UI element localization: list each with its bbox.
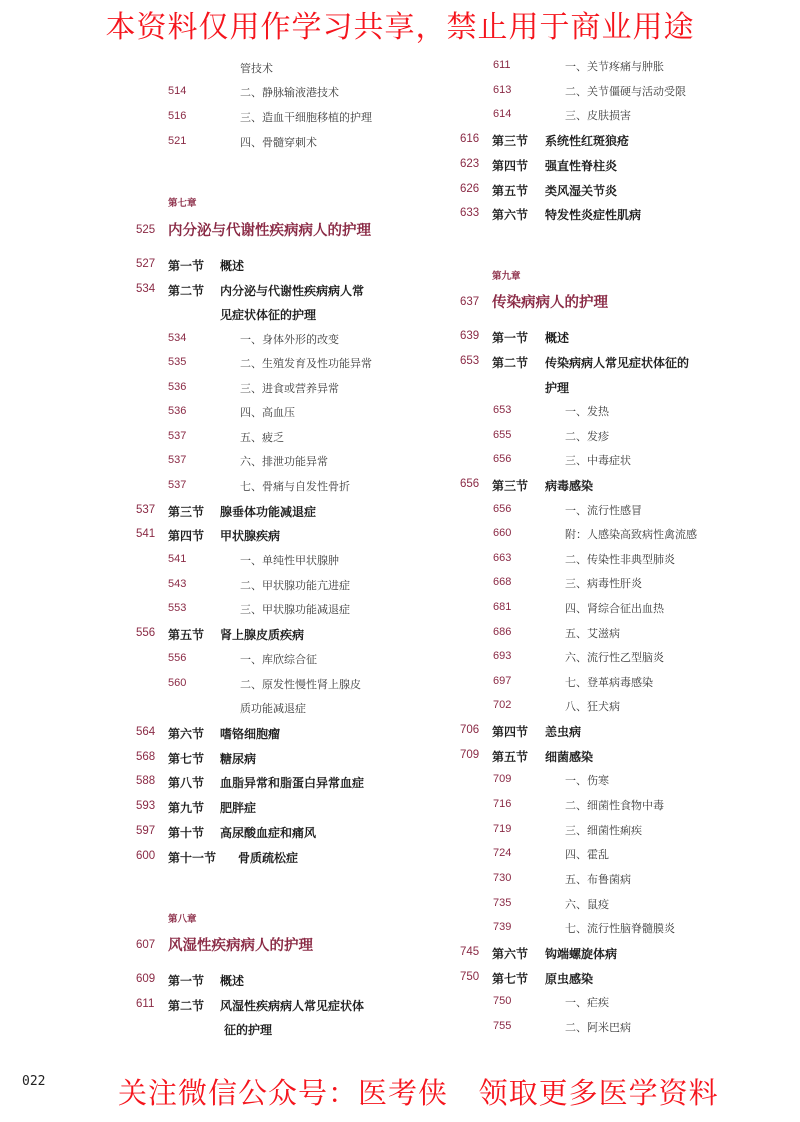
chapter-label: 第八章: [168, 914, 197, 925]
subsection-title: 一、身体外形的改变: [240, 333, 339, 346]
subsection-title: 二、原发性慢性肾上腺皮: [240, 678, 361, 691]
subsection-title: 三、进食或营养异常: [240, 382, 339, 395]
page-number-ref: 614: [493, 108, 512, 120]
page-number-ref: 541: [136, 528, 156, 540]
chapter-title: 内分泌与代谢性疾病病人的护理: [168, 223, 371, 239]
page-number-ref: 750: [460, 971, 480, 983]
section-title: 传染病病人常见症状体征的: [545, 356, 690, 370]
page-number-ref: 656: [460, 478, 480, 490]
page-number-ref: 626: [460, 183, 480, 195]
page-number-ref: 724: [493, 847, 512, 859]
watermark-banner-top: 本资料仅用作学习共享，禁止用于商业用途: [105, 10, 695, 45]
subsection-title: 三、细菌性痢疾: [565, 824, 642, 837]
subsection-title: 二、发疹: [565, 430, 609, 443]
section-number: 第十一节: [168, 851, 217, 865]
page-number-ref: 637: [460, 296, 480, 308]
section-number: 第六节: [492, 208, 529, 222]
section-number: 第四节: [492, 159, 529, 173]
section-number: 第四节: [168, 529, 205, 543]
page-number-ref: 564: [136, 726, 156, 738]
page-number-ref: 588: [136, 775, 156, 787]
page-number-ref: 653: [460, 355, 480, 367]
watermark-banner-bottom: 关注微信公众号：医考侠 领取更多医学资料: [118, 1076, 719, 1110]
continued-text: 征的护理: [224, 1023, 273, 1037]
page-number-ref: 536: [168, 405, 187, 417]
section-title: 肾上腺皮质疾病: [220, 628, 305, 642]
page-number-ref: 607: [136, 939, 156, 951]
subsection-title: 附：人感染高致病性禽流感: [565, 528, 697, 541]
page-number: 022: [22, 1074, 46, 1089]
subsection-title: 七、骨痛与自发性骨折: [240, 480, 350, 493]
section-number: 第一节: [492, 331, 529, 345]
section-title: 腺垂体功能减退症: [220, 505, 317, 519]
subsection-title: 六、排泄功能异常: [240, 455, 328, 468]
section-title: 骨质疏松症: [238, 851, 299, 865]
page-number-ref: 616: [460, 133, 480, 145]
page-number-ref: 541: [168, 553, 187, 565]
section-number: 第十节: [168, 826, 205, 840]
page-number-ref: 702: [493, 699, 512, 711]
subsection-title: 四、骨髓穿刺术: [240, 136, 317, 149]
continued-text: 质功能减退症: [240, 702, 306, 715]
subsection-title: 五、布鲁菌病: [565, 873, 631, 886]
continued-text: 护理: [545, 381, 570, 395]
subsection-title: 五、疲乏: [240, 431, 284, 444]
section-number: 第六节: [168, 727, 205, 741]
section-number: 第三节: [492, 134, 529, 148]
section-title: 概述: [220, 259, 245, 273]
page-number-ref: 716: [493, 798, 512, 810]
section-title: 血脂异常和脂蛋白异常血症: [220, 776, 365, 790]
section-number: 第二节: [492, 356, 529, 370]
subsection-title: 一、流行性感冒: [565, 504, 642, 517]
section-title: 糖尿病: [220, 752, 257, 766]
page-number-ref: 537: [168, 430, 187, 442]
subsection-title: 二、阿米巴病: [565, 1021, 631, 1034]
page-number-ref: 537: [168, 479, 187, 491]
page-number-ref: 537: [136, 504, 156, 516]
page-number-ref: 656: [493, 503, 512, 515]
section-title: 甲状腺疾病: [220, 529, 281, 543]
page-number-ref: 534: [168, 332, 187, 344]
section-number: 第五节: [492, 750, 529, 764]
subsection-title: 二、静脉输液港技术: [240, 86, 339, 99]
subsection-title: 一、关节疼痛与肿胀: [565, 60, 664, 73]
subsection-title: 七、流行性脑脊髓膜炎: [565, 922, 675, 935]
chapter-label: 第七章: [168, 198, 197, 209]
chapter-label: 第九章: [492, 271, 521, 282]
page-number-ref: 597: [136, 825, 156, 837]
section-title: 风湿性疾病病人常见症状体: [220, 999, 365, 1013]
subsection-title: 三、甲状腺功能减退症: [240, 603, 350, 616]
page-number-ref: 556: [168, 652, 187, 664]
section-number: 第一节: [168, 974, 205, 988]
section-title: 特发性炎症性肌病: [545, 208, 642, 222]
page-number-ref: 693: [493, 650, 512, 662]
continued-text: 管技术: [240, 62, 273, 75]
page-number-ref: 611: [136, 998, 155, 1010]
page-number-ref: 536: [168, 381, 187, 393]
page-number-ref: 556: [136, 627, 156, 639]
section-title: 钩端螺旋体病: [545, 947, 618, 961]
page-number-ref: 653: [493, 404, 512, 416]
page-number-ref: 543: [168, 578, 187, 590]
subsection-title: 二、甲状腺功能亢进症: [240, 579, 350, 592]
subsection-title: 一、库欣综合征: [240, 653, 317, 666]
section-number: 第七节: [492, 972, 529, 986]
page-number-ref: 745: [460, 946, 480, 958]
page-number-ref: 560: [168, 677, 187, 689]
page-number-ref: 611: [493, 59, 511, 71]
page-number-ref: 633: [460, 207, 480, 219]
page-number-ref: 686: [493, 626, 512, 638]
section-title: 恙虫病: [545, 725, 582, 739]
page-number-ref: 750: [493, 995, 512, 1007]
subsection-title: 四、高血压: [240, 406, 295, 419]
subsection-title: 三、中毒症状: [565, 454, 631, 467]
section-title: 类风湿关节炎: [545, 184, 618, 198]
section-number: 第九节: [168, 801, 205, 815]
page-number-ref: 730: [493, 872, 512, 884]
subsection-title: 四、肾综合征出血热: [565, 602, 664, 615]
subsection-title: 二、传染性非典型肺炎: [565, 553, 675, 566]
section-title: 高尿酸血症和痛风: [220, 826, 317, 840]
section-title: 病毒感染: [545, 479, 594, 493]
subsection-title: 二、关节僵硬与活动受限: [565, 85, 686, 98]
subsection-title: 八、狂犬病: [565, 700, 620, 713]
section-title: 肥胖症: [220, 801, 257, 815]
page-number-ref: 525: [136, 224, 156, 236]
subsection-title: 六、鼠疫: [565, 898, 609, 911]
page-number-ref: 521: [168, 135, 187, 147]
subsection-title: 二、细菌性食物中毒: [565, 799, 664, 812]
page-number-ref: 535: [168, 356, 187, 368]
section-title: 内分泌与代谢性疾病病人常: [220, 284, 365, 298]
page-number-ref: 537: [168, 454, 187, 466]
page-number-ref: 706: [460, 724, 480, 736]
page-number-ref: 681: [493, 601, 512, 613]
section-number: 第二节: [168, 999, 205, 1013]
subsection-title: 三、造血干细胞移植的护理: [240, 111, 372, 124]
section-number: 第五节: [492, 184, 529, 198]
page-number-ref: 514: [168, 85, 187, 97]
section-number: 第七节: [168, 752, 205, 766]
subsection-title: 一、发热: [565, 405, 609, 418]
page-number-ref: 609: [136, 973, 156, 985]
section-number: 第三节: [168, 505, 205, 519]
section-number: 第四节: [492, 725, 529, 739]
section-title: 概述: [220, 974, 245, 988]
page-number-ref: 755: [493, 1020, 512, 1032]
page-number-ref: 534: [136, 283, 156, 295]
chapter-title: 风湿性疾病病人的护理: [168, 938, 313, 954]
subsection-title: 一、疟疾: [565, 996, 609, 1009]
page-number-ref: 553: [168, 602, 187, 614]
subsection-title: 一、伤寒: [565, 774, 609, 787]
page-number-ref: 613: [493, 84, 512, 96]
subsection-title: 三、皮肤损害: [565, 109, 631, 122]
subsection-title: 四、霍乱: [565, 848, 609, 861]
subsection-title: 七、登革病毒感染: [565, 676, 653, 689]
page-number-ref: 660: [493, 527, 512, 539]
page-number-ref: 709: [460, 749, 480, 761]
section-number: 第六节: [492, 947, 529, 961]
page-number-ref: 639: [460, 330, 480, 342]
section-title: 概述: [545, 331, 570, 345]
page-number-ref: 527: [136, 258, 156, 270]
section-number: 第八节: [168, 776, 205, 790]
section-title: 细菌感染: [545, 750, 594, 764]
page-number-ref: 656: [493, 453, 512, 465]
page-number-ref: 709: [493, 773, 512, 785]
page-number-ref: 655: [493, 429, 512, 441]
continued-text: 见症状体征的护理: [220, 308, 317, 322]
page-number-ref: 663: [493, 552, 512, 564]
page-number-ref: 600: [136, 850, 156, 862]
page-number-ref: 739: [493, 921, 512, 933]
page-number-ref: 593: [136, 800, 156, 812]
subsection-title: 二、生殖发育及性功能异常: [240, 357, 372, 370]
page-number-ref: 516: [168, 110, 187, 122]
subsection-title: 五、艾滋病: [565, 627, 620, 640]
section-number: 第五节: [168, 628, 205, 642]
section-title: 原虫感染: [545, 972, 594, 986]
section-title: 系统性红斑狼疮: [545, 134, 630, 148]
subsection-title: 六、流行性乙型脑炎: [565, 651, 664, 664]
subsection-title: 三、病毒性肝炎: [565, 577, 642, 590]
section-title: 嗜铬细胞瘤: [220, 727, 281, 741]
section-number: 第一节: [168, 259, 205, 273]
section-number: 第三节: [492, 479, 529, 493]
page-number-ref: 719: [493, 823, 512, 835]
page-number-ref: 623: [460, 158, 480, 170]
page-number-ref: 735: [493, 897, 512, 909]
section-title: 强直性脊柱炎: [545, 159, 618, 173]
page-number-ref: 697: [493, 675, 512, 687]
section-number: 第二节: [168, 284, 205, 298]
chapter-title: 传染病病人的护理: [492, 295, 608, 311]
page-number-ref: 668: [493, 576, 512, 588]
subsection-title: 一、单纯性甲状腺肿: [240, 554, 339, 567]
page-number-ref: 568: [136, 751, 156, 763]
